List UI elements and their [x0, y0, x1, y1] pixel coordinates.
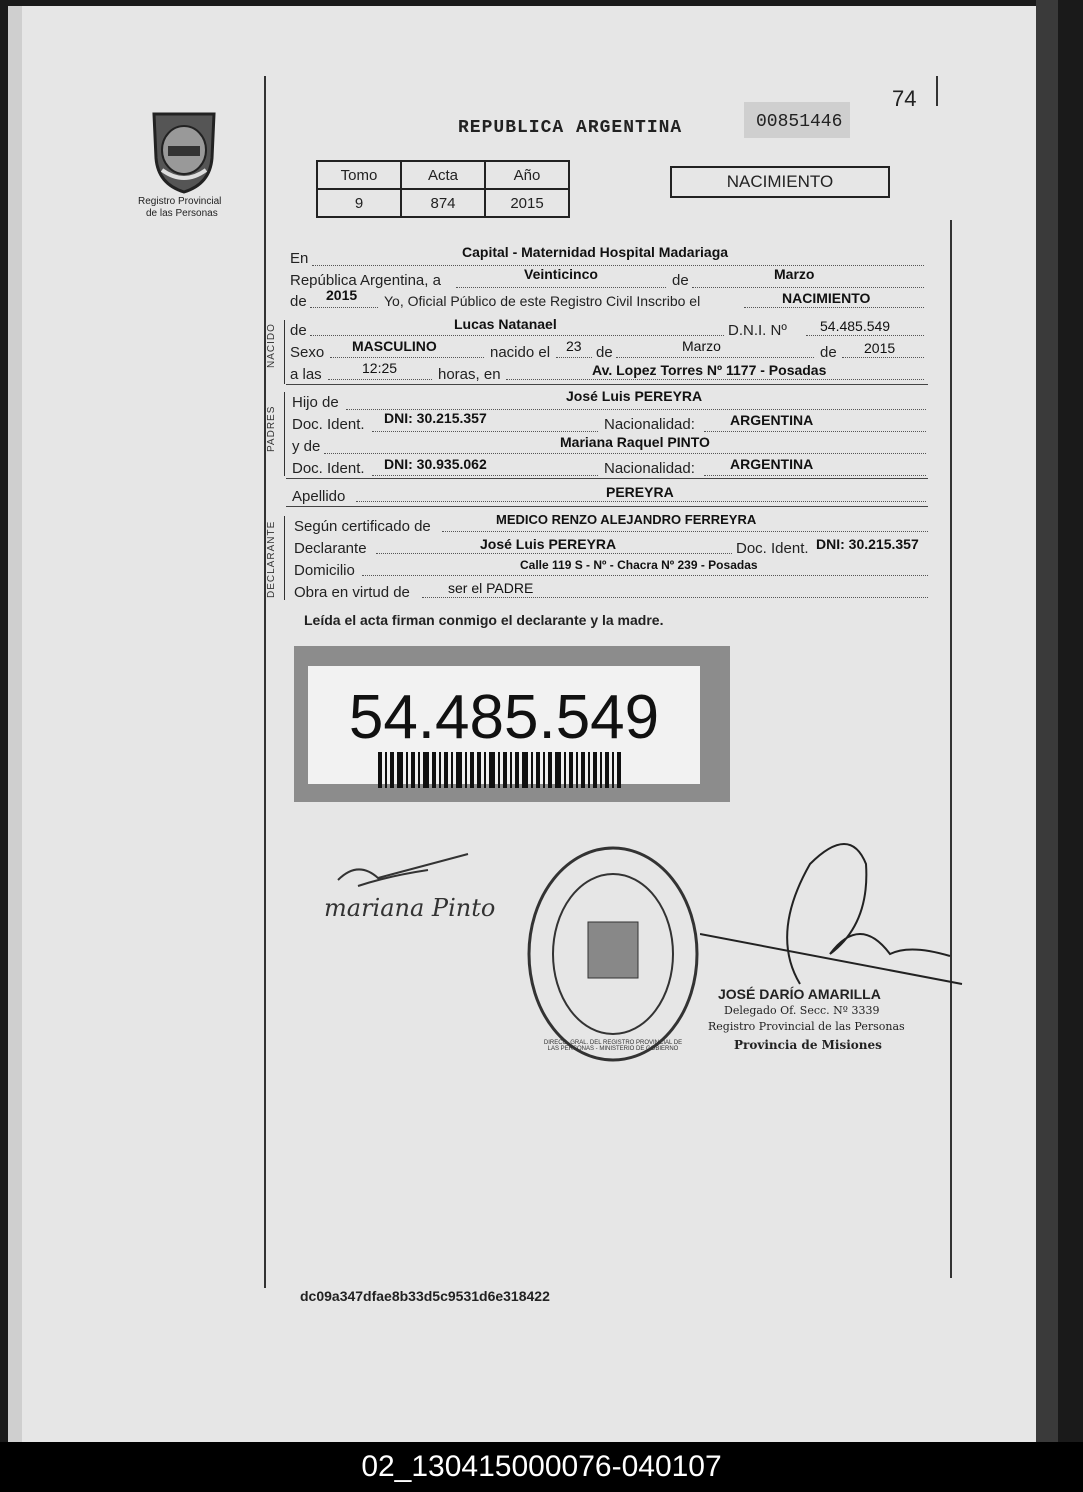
father-name: José Luis PEREYRA — [566, 388, 703, 404]
mother-signature-text: mariana Pinto — [324, 894, 496, 922]
divider-padres — [286, 478, 928, 479]
nacido-bracket — [284, 320, 285, 384]
time-line — [328, 378, 432, 380]
father-doc-label: Doc. Ident. — [292, 416, 365, 433]
dni-line — [806, 334, 924, 336]
day-words: Veinticinco — [524, 266, 598, 282]
father-nat-line — [704, 430, 926, 432]
ref-value-ano: 2015 — [485, 189, 569, 217]
nacido-de-label: de — [290, 322, 307, 339]
ref-value-acta: 874 — [401, 189, 485, 217]
month-line — [692, 286, 924, 288]
mother-nat-label: Nacionalidad: — [604, 460, 695, 477]
father-doc: DNI: 30.215.357 — [384, 410, 487, 426]
apellido-line — [356, 500, 926, 502]
logo-caption-2: de las Personas — [146, 208, 218, 219]
birth-year-line — [842, 356, 924, 358]
ref-header-acta: Acta — [401, 161, 485, 189]
binding-shadow — [8, 6, 22, 1442]
obra-value: ser el PADRE — [448, 580, 534, 596]
declarante-doc-label: Doc. Ident. — [736, 540, 809, 557]
footer-id: 02_130415000076-040107 — [361, 1450, 722, 1483]
serial-number: 00851446 — [756, 112, 843, 132]
birth-de-label: de — [596, 344, 613, 361]
child-name: Lucas Natanael — [454, 316, 557, 332]
declarante-section-label: DECLARANTE — [266, 520, 277, 598]
declarante-label: Declarante — [294, 540, 367, 557]
barcode-panel — [308, 666, 700, 784]
cert-value: MEDICO RENZO ALEJANDRO FERREYRA — [496, 512, 757, 527]
country-title: REPUBLICA ARGENTINA — [458, 118, 683, 138]
left-margin-line — [264, 76, 266, 1288]
a-las-label: a las — [290, 366, 322, 383]
officer-institution: Registro Provincial de las Personas — [708, 1020, 905, 1033]
birth-year: 2015 — [864, 340, 896, 356]
document-hash: dc09a347dfae8b33d5c9531d6e318422 — [300, 1288, 550, 1304]
birth-de-label-2: de — [820, 344, 837, 361]
ref-header-ano: Año — [485, 161, 569, 189]
reference-table — [316, 160, 570, 218]
nacido-el-label: nacido el — [490, 344, 551, 361]
mother-doc: DNI: 30.935.062 — [384, 456, 487, 472]
child-dni: 54.485.549 — [820, 318, 891, 334]
birth-day: 23 — [566, 338, 582, 354]
obra-label: Obra en virtud de — [294, 584, 410, 601]
hijo-label: Hijo de — [292, 394, 339, 411]
footer-id-bar — [0, 1442, 1083, 1492]
dni-label: D.N.I. Nº — [728, 322, 787, 339]
logo-caption-1: Registro Provincial — [138, 196, 222, 207]
father-doc-line — [372, 430, 598, 432]
declarante-value: José Luis PEREYRA — [480, 536, 617, 552]
de-label-2: de — [290, 293, 307, 310]
ref-header-tomo: Tomo — [317, 161, 401, 189]
closing-text: Leída el acta firman conmigo el declarante y la madre. — [304, 612, 664, 628]
officer-position: Delegado Of. Secc. Nº 3339 — [724, 1004, 880, 1017]
place-value: Capital - Maternidad Hospital Madariaga — [462, 244, 729, 260]
barcode-bars — [378, 752, 642, 788]
cert-label: Según certificado de — [294, 518, 431, 535]
mother-nationality: ARGENTINA — [730, 456, 814, 472]
declarante-line — [376, 552, 732, 554]
right-margin-line — [936, 76, 938, 106]
officer-name: JOSÉ DARÍO AMARILLA — [718, 986, 881, 1002]
provincial-seal-logo — [144, 108, 224, 194]
dni-barcode-sticker — [294, 646, 730, 802]
republica-label: República Argentina, a — [290, 272, 441, 289]
officer-signature — [700, 834, 964, 994]
birth-place: Av. Lopez Torres Nº 1177 - Posadas — [592, 362, 827, 378]
ref-value-tomo: 9 — [317, 189, 401, 217]
sexo-value: MASCULINO — [352, 338, 437, 354]
birth-day-line — [556, 356, 592, 358]
en-label: En — [290, 250, 309, 267]
divider-nacido — [286, 384, 928, 385]
book-cover-edge — [1036, 0, 1058, 1442]
mother-line — [324, 452, 926, 454]
mother-nat-line — [704, 474, 926, 476]
official-seal — [526, 844, 700, 1064]
right-margin-line-lower — [950, 220, 952, 1278]
sexo-label: Sexo — [290, 344, 325, 361]
place-line — [312, 264, 924, 266]
obra-line — [422, 596, 928, 598]
nacido-section-label: NACIDO — [266, 323, 277, 368]
year-line — [310, 306, 378, 308]
horas-label: horas, en — [438, 366, 501, 383]
birth-time: 12:25 — [362, 360, 398, 376]
act-type-box — [670, 166, 890, 198]
y-de-label: y de — [292, 438, 321, 455]
sexo-line — [330, 356, 484, 358]
mother-doc-line — [372, 474, 598, 476]
father-nat-label: Nacionalidad: — [604, 416, 695, 433]
domicilio-line — [362, 574, 928, 576]
birth-month-line — [616, 356, 814, 358]
padres-bracket — [284, 392, 285, 476]
barcode-number: 54.485.549 — [348, 683, 660, 752]
act-line — [744, 306, 924, 308]
month-value: Marzo — [774, 266, 815, 282]
domicilio-label: Domicilio — [294, 562, 355, 579]
apellido-label: Apellido — [292, 488, 346, 505]
act-type-label: NACIMIENTO — [726, 172, 834, 191]
padres-section-label: PADRES — [266, 405, 277, 452]
divider-apellido — [286, 506, 928, 507]
day-line — [456, 286, 666, 288]
officer-province: Provincia de Misiones — [734, 1038, 882, 1052]
cert-line — [442, 530, 928, 532]
de-label-1: de — [672, 272, 689, 289]
father-nationality: ARGENTINA — [730, 412, 814, 428]
child-name-line — [310, 334, 724, 336]
mother-signature — [318, 850, 528, 930]
year-value: 2015 — [326, 287, 358, 303]
domicilio-value: Calle 119 S - Nº - Chacra Nº 239 - Posadas — [520, 558, 758, 572]
declarante-bracket — [284, 516, 285, 600]
yo-text: Yo, Oficial Público de este Registro Civil Inscribo el — [384, 293, 701, 309]
declarante-doc: DNI: 30.215.357 — [816, 536, 919, 552]
apellido-value: PEREYRA — [606, 484, 674, 500]
birth-month: Marzo — [682, 338, 721, 354]
page-number: 74 — [892, 86, 917, 111]
mother-name: Mariana Raquel PINTO — [560, 434, 710, 450]
seal-text: DIRECC. GRAL. DEL REGISTRO PROVINCIAL DE LAS PERSONAS - MINISTERIO DE GOBIERNO — [543, 1040, 683, 1052]
mother-doc-label: Doc. Ident. — [292, 460, 365, 477]
act-value: NACIMIENTO — [782, 290, 871, 306]
birth-place-line — [506, 378, 924, 380]
